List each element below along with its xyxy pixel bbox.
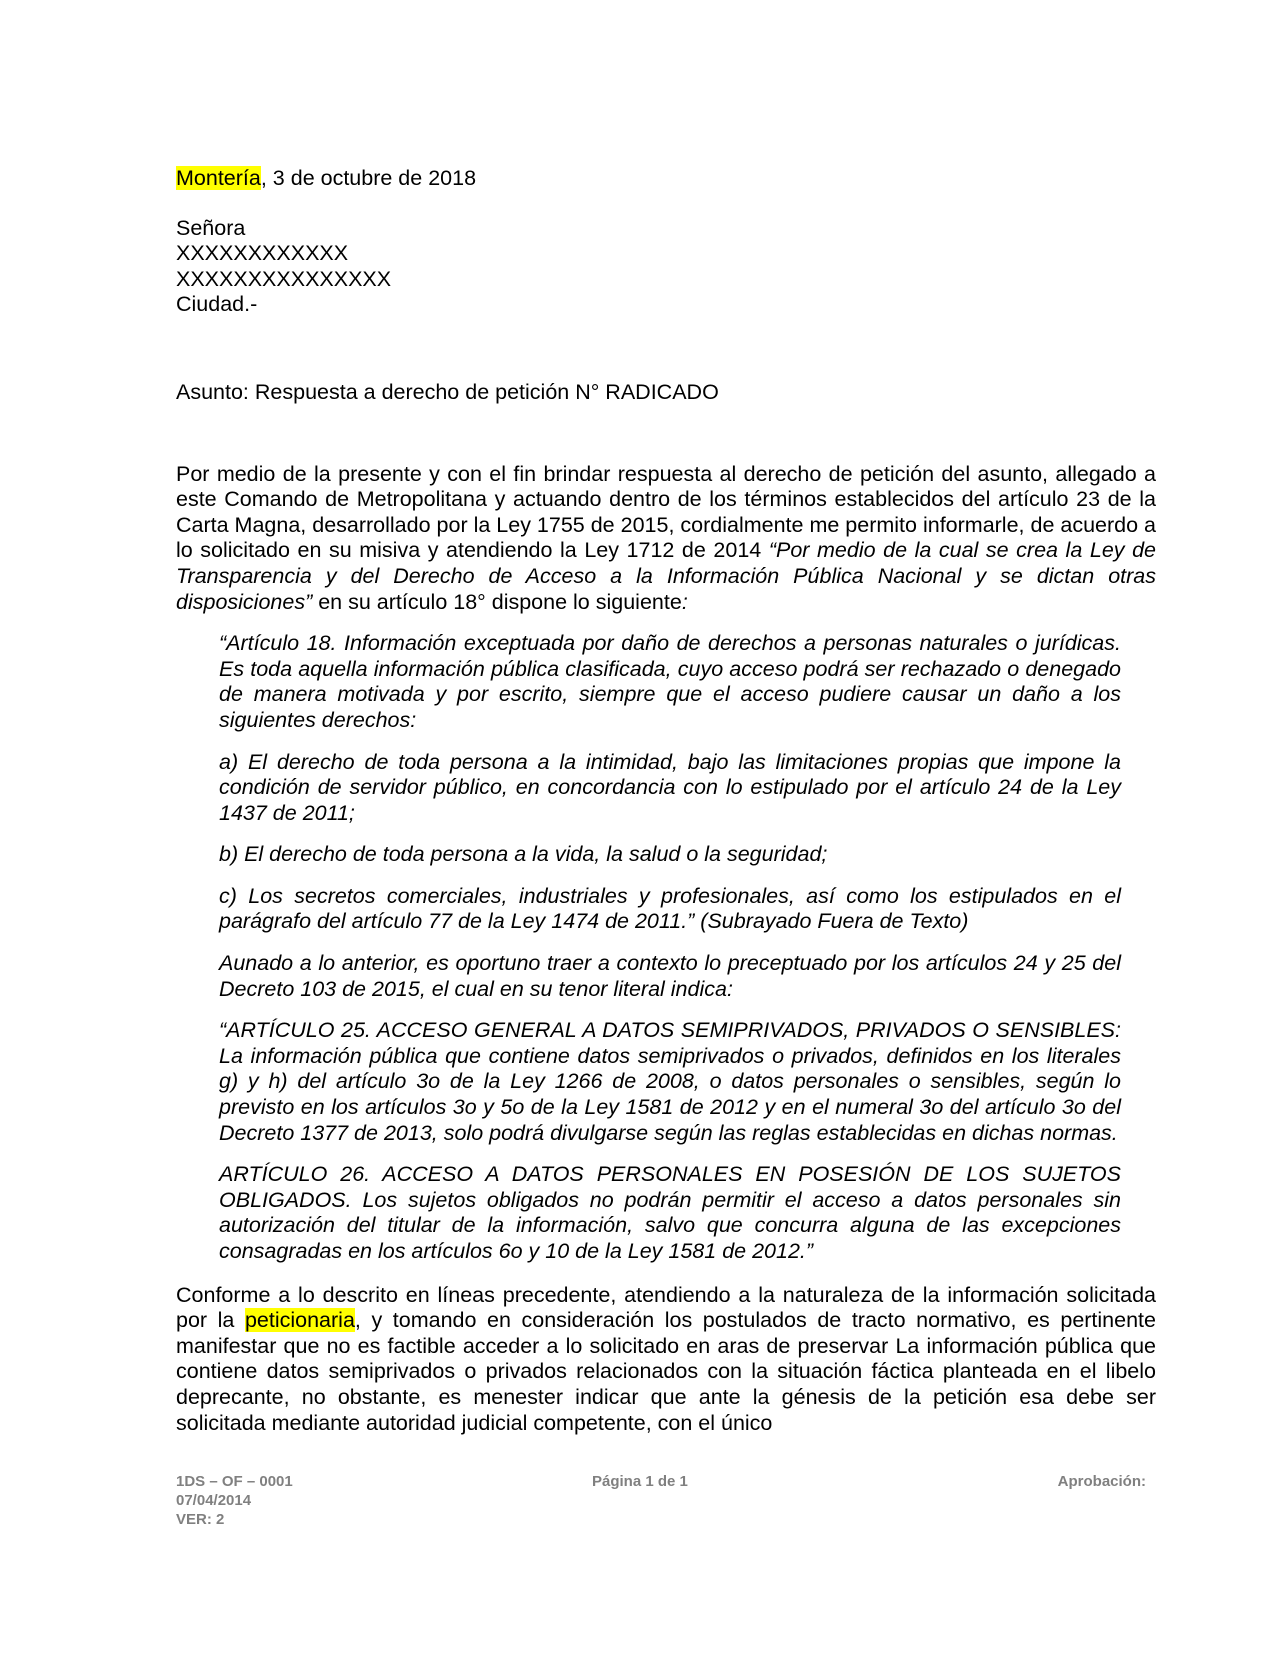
recipient-name: XXXXXXXXXXXX: [176, 241, 349, 266]
quote-literal-a: a) El derecho de toda persona a la intimidad, bajo las limitaciones propias que impone la condición de servidor público, en concordancia con lo estipulado por el artículo 24 de la Ley 1437 de 2011;: [219, 749, 1121, 825]
footer-approval: Aprobación:: [1057, 1473, 1146, 1490]
date-text: , 3 de octubre de 2018: [260, 166, 477, 190]
paragraph-intro: [176, 462, 1156, 616]
letter-body: [176, 166, 1156, 1436]
footer-code: 1DS – OF – 0001: [176, 1473, 293, 1490]
footer-page-number: Página 1 de 1: [592, 1473, 688, 1490]
quote-article-25: “ARTÍCULO 25. ACCESO GENERAL A DATOS SEMIPRIVADOS, PRIVADOS O SENSIBLES: La información pública que contiene datos semiprivados o privados, definidos en los literales g) y h) del artículo 3o de la Ley 1266 de 2008, o datos personales o sensibles, según lo previsto en los artículos 3o y 5o de la Ley 1581 de 2012 y en el numeral 3o del artículo 3o del Decreto 1377 de 2013, solo podrá divulgarse según las reglas establecidas en dichas normas.: [219, 1018, 1121, 1145]
conclusion-text-start: Conforme a lo descrito en líneas precedente, atendiendo a la naturaleza de la información solicitada por la: [176, 1282, 1156, 1333]
petitioner-highlight: peticionaria: [244, 1308, 355, 1333]
law-title-quote: “Por medio de la cual se crea la Ley de Transparencia y del Derecho de Acceso a la Información Pública Nacional y se dictan otras disposiciones”: [176, 538, 1156, 614]
quote-article-26: ARTÍCULO 26. ACCESO A DATOS PERSONALES EN POSESIÓN DE LOS SUJETOS OBLIGADOS. Los sujetos obligados no podrán permitir el acceso a datos personales sin autorización del titular de la información, salvo que concurra alguna de las excepciones consagradas en los artículos 6o y 10 de la Ley 1581 de 2012.”: [219, 1162, 1121, 1263]
conclusion-text-end: , y tomando en consideración los postulados de tracto normativo, es pertinente manifestar que no es factible acceder a lo solicitado en aras de preservar La información pública que contiene datos semiprivados o privados relacionados con la situación fáctica planteada en el libelo deprecante, no obstante, es menester indicar que ante la génesis de la petición esa debe ser solicitada mediante autoridad judicial competente, con el único: [176, 1308, 1156, 1435]
recipient-salutation: Señora: [176, 215, 246, 240]
quote-literal-c: c) Los secretos comerciales, industriales y profesionales, así como los estipulados en el parágrafo del artículo 77 de la Ley 1474 de 2011.” (Subrayado Fuera de Texto): [219, 883, 1121, 934]
intro-colon: :: [681, 589, 688, 614]
footer-document-info: [176, 1472, 376, 1529]
quote-literal-b: b) El derecho de toda persona a la vida, la salud o la seguridad;: [219, 842, 828, 867]
letter-date: [176, 166, 1156, 192]
footer-version: VER: 2: [176, 1511, 225, 1528]
city-highlight: Montería: [176, 166, 261, 190]
letter-subject: Asunto: Respuesta a derecho de petición N° RADICADO: [176, 379, 719, 404]
intro-text: Por medio de la presente y con el fin brindar respuesta al derecho de petición del asunto, allegado a este Comando de Metropolitana y actuando dentro de los términos establecidos del artículo 23 de la Carta Magna, desarrollado por la Ley 1755 de 2015, cordialmente me permito informarle, de acuerdo a lo solicitado en su misiva y atendiendo la Ley 1712 de 2014: [176, 461, 1157, 563]
quote-decree-intro: Aunado a lo anterior, es oportuno traer a contexto lo preceptuado por los artículos 24 y 25 del Decreto 103 de 2015, el cual en su tenor literal indica:: [219, 951, 1121, 1001]
intro-text-end: en su artículo 18° dispone lo siguiente: [312, 589, 682, 614]
footer-date: 07/04/2014: [176, 1492, 252, 1509]
paragraph-conclusion: [176, 1283, 1156, 1437]
recipient-city: Ciudad.-: [176, 292, 258, 317]
quote-article-18: “Artículo 18. Información exceptuada por daño de derechos a personas naturales o jurídicas. Es toda aquella información pública clasificada, cuyo acceso podrá ser rechazado o denegado de manera motivada y por escrito, siempre que el acceso pudiere causar un daño a los siguientes derechos:: [219, 631, 1121, 732]
recipient-detail: XXXXXXXXXXXXXXX: [176, 266, 392, 291]
